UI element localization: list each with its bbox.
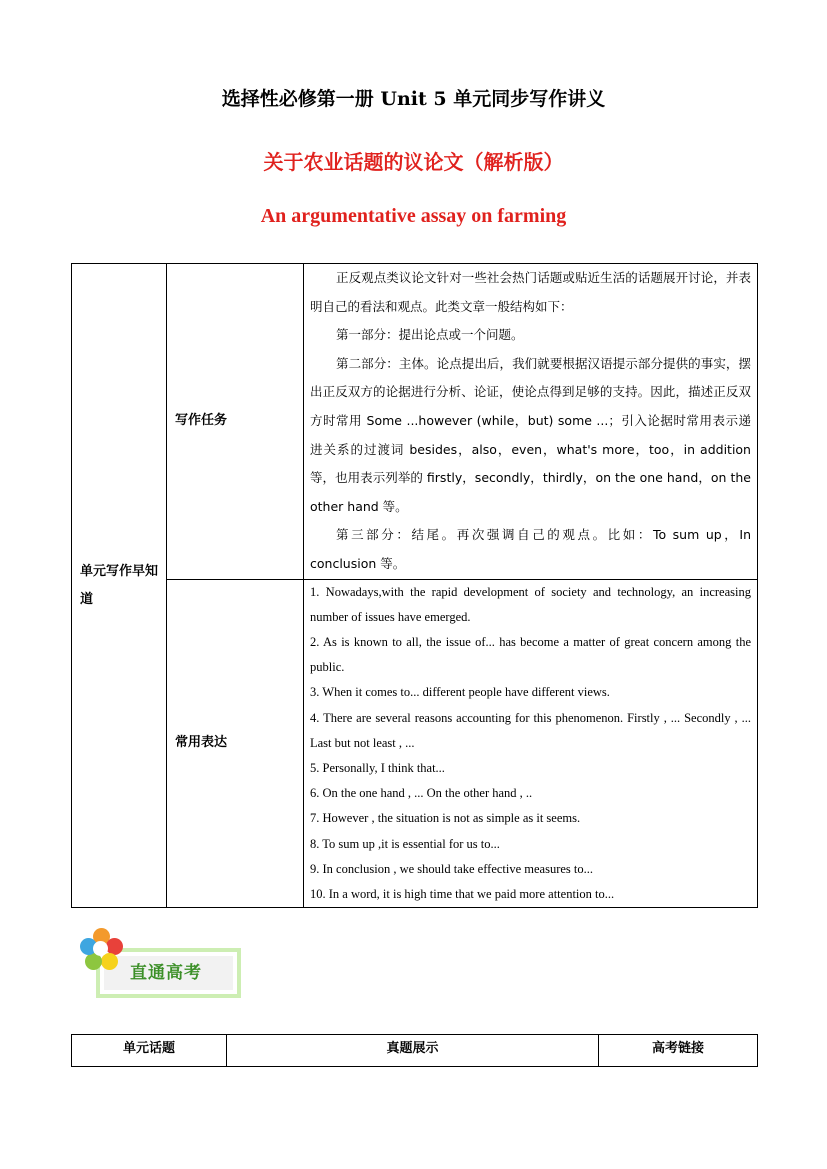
table-row [72, 264, 758, 580]
writing-guide-table [71, 263, 758, 908]
table-row [72, 579, 758, 908]
task-content [304, 264, 758, 580]
expression-item: 9. In conclusion , we should take effective measures to... [310, 861, 594, 876]
expressions-content [304, 579, 758, 908]
task-paragraph: 正反观点类议论文针对一些社会热门话题或贴近生活的话题展开讨论，并表明自己的看法和观点。此类文章一般结构如下： [310, 270, 751, 314]
expression-item: 6. On the one hand , ... On the other hand , .. [310, 786, 533, 801]
expression-item: 1. Nowadays,with the rapid development of society and technology, an increasing number of issues have emerged. [310, 584, 751, 624]
expressions-label-cell [167, 579, 304, 908]
expression-item: 8. To sum up ,it is essential for us to... [310, 836, 500, 851]
section-label: 单元写作早知道 [80, 563, 159, 607]
header-unit-topic: 单元话题 [72, 1035, 227, 1067]
logo-label: 直通高考 [130, 963, 202, 983]
header-exam-link: 高考链接 [599, 1035, 758, 1067]
expression-item: 10. In a word, it is high time that we paid more attention to... [310, 886, 615, 901]
expression-item: 7. However , the situation is not as simple as it seems. [310, 811, 581, 826]
page-subtitle: 关于农业话题的议论文（解析版） [263, 150, 564, 174]
expression-item: 2. As is known to all, the issue of... has become a matter of great concern among the public. [310, 634, 751, 675]
task-label-cell [167, 264, 304, 580]
section-label-cell [72, 264, 167, 908]
flower-icon [80, 928, 126, 974]
exam-link-table [71, 1034, 758, 1067]
task-paragraph: 第三部分：结尾。再次强调自己的观点。比如：To sum up，In conclusion 等。 [310, 527, 751, 571]
table-header-row [72, 1035, 758, 1067]
english-title: An argumentative assay on farming [260, 205, 567, 227]
expression-item: 3. When it comes to... different people have different views. [310, 685, 610, 700]
direct-exam-logo [80, 928, 250, 1004]
header-exam-question: 真题展示 [227, 1035, 599, 1067]
task-paragraph: 第一部分：提出论点或一个问题。 [336, 327, 524, 343]
expressions-label: 常用表达 [175, 735, 228, 751]
task-paragraph: 第二部分：主体。论点提出后，我们就要根据汉语提示部分提供的事实，摆出正反双方的论据进行分析、论证，使论点得到足够的支持。因此，描述正反双方时常用 Some ...however (while，but) some ...；引入论据时常用表示递进关系的过渡词 besides，also，even，what's more，too，in addition 等，也用表示列举的 firstly，secondly，thirdly，on the one hand，on the other hand 等。 [310, 355, 751, 514]
task-label: 写作任务 [175, 413, 228, 429]
expression-item: 4. There are several reasons accounting for this phenomenon. Firstly , ... Secondly , ... Last but not least , ... [310, 710, 751, 750]
expression-item: 5. Personally, I think that... [310, 760, 445, 775]
page-title: 选择性必修第一册 Unit 5 单元同步写作讲义 [221, 88, 606, 110]
